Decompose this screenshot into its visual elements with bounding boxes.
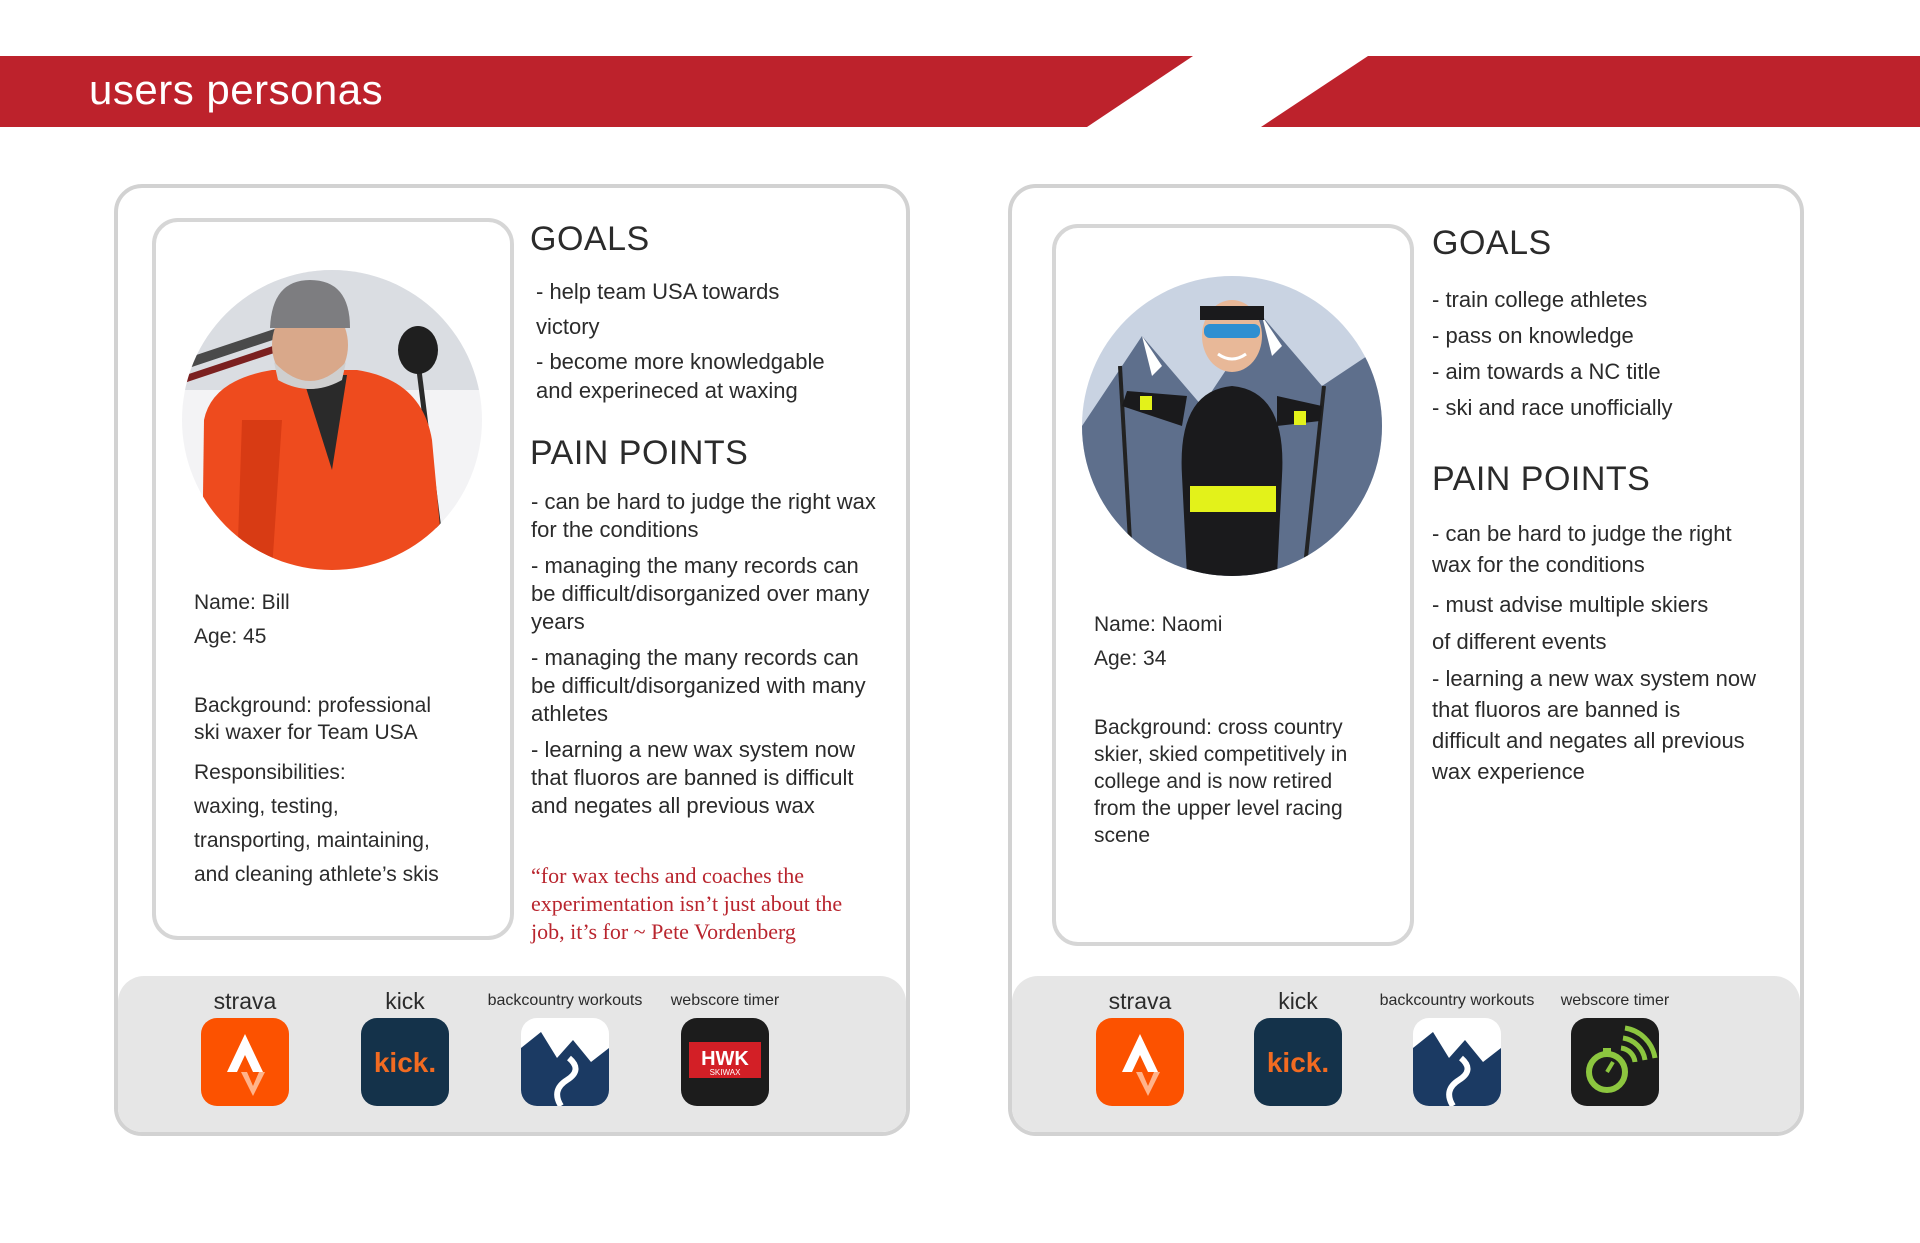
app-label: strava [1108, 988, 1172, 1014]
goals-title: GOALS [530, 220, 650, 258]
goal-item: - pass on knowledge [1432, 323, 1634, 348]
pain-point-item: - learning a new wax system now that fluoros are banned is difficult and negates all previous wax experience [1432, 666, 1757, 784]
strava-icon[interactable] [1096, 1018, 1184, 1106]
pain-points-title: PAIN POINTS [530, 434, 749, 472]
app-webscore-timer[interactable] [1530, 984, 1700, 1106]
app-kick[interactable] [320, 984, 490, 1106]
app-label: webscore timer [670, 992, 780, 1009]
app-label: strava [213, 988, 277, 1014]
persona-name: Name: Bill [194, 591, 290, 614]
app-backcountry-workouts[interactable] [1372, 984, 1542, 1106]
goal-item: - help team USA towards victory [536, 279, 780, 339]
apps-bar [1012, 976, 1800, 1132]
svg-text:HWK: HWK [701, 1048, 749, 1070]
persona-quote: “for wax techs and coaches the experimentation isn’t just about the job, it’s for ~ Pete Vordenberg [531, 863, 843, 944]
app-label: backcountry workouts [487, 992, 643, 1009]
persona-background: Background: professional ski waxer for Team USA [194, 694, 431, 744]
responsibilities-text: waxing, testing, transporting, maintaining, and cleaning athlete’s skis [194, 795, 439, 886]
app-label: backcountry workouts [1379, 992, 1535, 1009]
persona-photo-naomi [1082, 276, 1382, 576]
app-kick[interactable] [1213, 984, 1383, 1106]
app-webscore-timer[interactable] [640, 984, 810, 1106]
persona-card-naomi [1008, 184, 1804, 1136]
goals-list [536, 274, 825, 405]
page-title: users personas [89, 66, 384, 113]
goal-item: - become more knowledgable and experineced at waxing [536, 349, 825, 403]
app-label: kick [1278, 988, 1318, 1014]
app-strava[interactable] [1055, 984, 1225, 1106]
svg-text:SKIWAX: SKIWAX [709, 1068, 741, 1077]
svg-text:kick.: kick. [1266, 1047, 1330, 1078]
strava-icon[interactable] [201, 1018, 289, 1106]
pain-points-list [1432, 518, 1756, 787]
pain-point-item: - can be hard to judge the right wax for the conditions [1432, 521, 1732, 577]
persona-info-panel [1052, 224, 1414, 946]
app-strava[interactable] [160, 984, 330, 1106]
persona-background: Background: cross country skier, skied competitively in college and is now retired from the upper level racing scene [1094, 716, 1348, 847]
persona-card-bill [114, 184, 910, 1136]
hwk-skiwax-icon[interactable] [681, 1018, 769, 1106]
goal-item: - train college athletes [1432, 287, 1648, 312]
pain-point-item: - managing the many records can be difficult/disorganized with many athletes [531, 645, 866, 726]
app-label: kick [385, 988, 425, 1014]
backcountry-icon[interactable] [521, 1018, 609, 1106]
pain-points-title: PAIN POINTS [1432, 460, 1651, 498]
goal-item: - ski and race unofficially [1432, 395, 1673, 420]
goals-list [1432, 282, 1673, 426]
persona-age: Age: 45 [194, 625, 267, 648]
webscore-timer-icon[interactable] [1571, 1018, 1659, 1106]
pain-point-item: - learning a new wax system now that fluoros are banned is difficult and negates all previous wax [531, 737, 856, 818]
responsibilities-label: Responsibilities: [194, 761, 346, 784]
app-label: webscore timer [1560, 992, 1670, 1009]
persona-name: Name: Naomi [1094, 613, 1223, 636]
persona-photo-bill [182, 270, 482, 570]
app-backcountry-workouts[interactable] [480, 984, 650, 1106]
kick-icon[interactable] [1254, 1018, 1342, 1106]
svg-text:kick.: kick. [373, 1047, 437, 1078]
apps-bar [118, 976, 906, 1132]
persona-info-panel [152, 218, 514, 940]
kick-icon[interactable] [361, 1018, 449, 1106]
pain-points-list [531, 488, 876, 820]
pain-point-item: - managing the many records can be difficult/disorganized over many years [531, 553, 870, 634]
pain-point-item: - can be hard to judge the right wax for the conditions [531, 489, 876, 542]
backcountry-icon[interactable] [1413, 1018, 1501, 1106]
persona-age: Age: 34 [1094, 647, 1167, 670]
goals-title: GOALS [1432, 224, 1552, 262]
goal-item: - aim towards a NC title [1432, 359, 1661, 384]
pain-point-item: - must advise multiple skiers of different events [1432, 592, 1709, 654]
